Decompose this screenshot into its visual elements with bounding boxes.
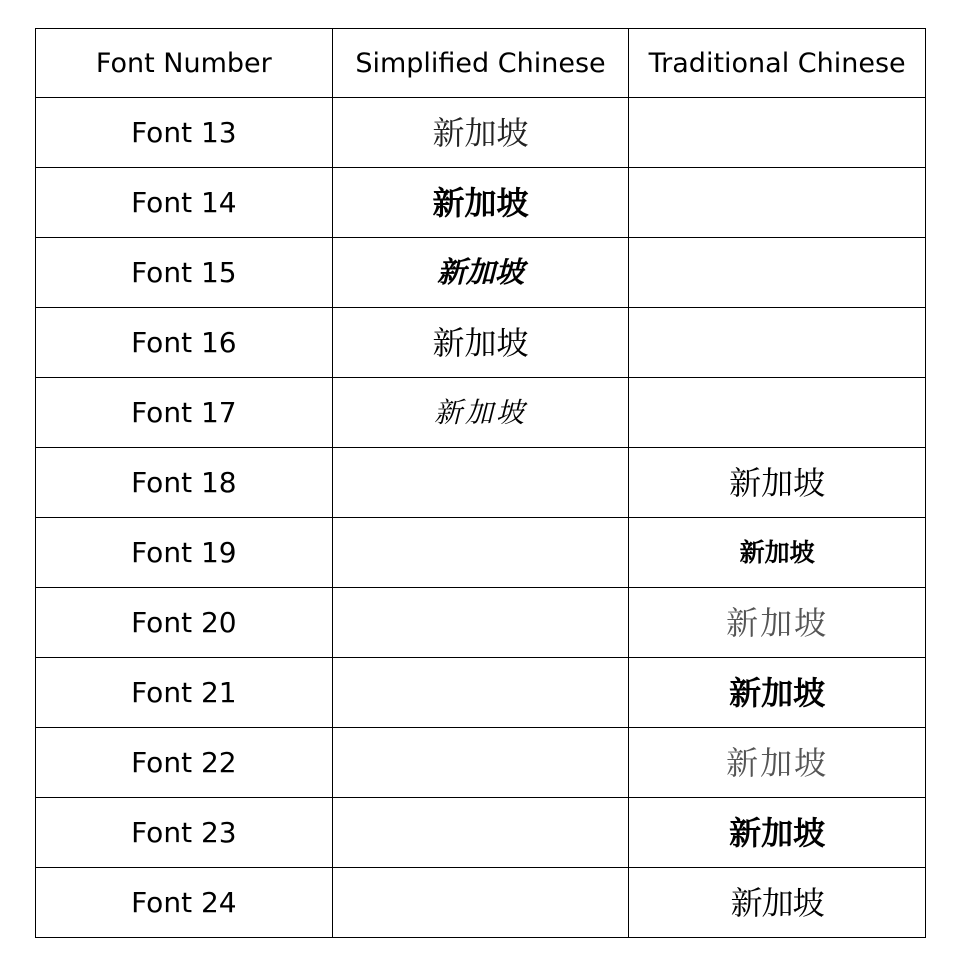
table-row xyxy=(36,448,926,518)
traditional-cell xyxy=(629,868,926,938)
table-row xyxy=(36,168,926,238)
simplified-sample: 新加坡 xyxy=(432,113,529,152)
traditional-sample: 新加坡 xyxy=(729,673,826,712)
traditional-cell xyxy=(629,448,926,518)
table-row xyxy=(36,728,926,798)
simplified-cell xyxy=(332,378,629,448)
simplified-cell xyxy=(332,518,629,588)
font-number-cell: Font 20 xyxy=(36,588,333,658)
simplified-cell xyxy=(332,658,629,728)
traditional-sample: 新加坡 xyxy=(729,463,826,502)
simplified-cell xyxy=(332,98,629,168)
simplified-cell xyxy=(332,238,629,308)
header-font-number: Font Number xyxy=(36,29,333,98)
table-row xyxy=(36,658,926,728)
font-number-cell: Font 14 xyxy=(36,168,333,238)
simplified-cell xyxy=(332,728,629,798)
traditional-cell xyxy=(629,168,926,238)
table-row xyxy=(36,518,926,588)
simplified-sample: 新加坡 xyxy=(436,255,524,289)
simplified-cell xyxy=(332,588,629,658)
traditional-sample: 新加坡 xyxy=(730,883,824,922)
font-number-cell: Font 23 xyxy=(36,798,333,868)
font-number-cell: Font 17 xyxy=(36,378,333,448)
table-row xyxy=(36,98,926,168)
table-row xyxy=(36,588,926,658)
simplified-cell xyxy=(332,448,629,518)
font-number-cell: Font 18 xyxy=(36,448,333,518)
simplified-cell xyxy=(332,798,629,868)
traditional-sample: 新加坡 xyxy=(729,813,826,852)
traditional-sample: 新加坡 xyxy=(739,538,815,567)
header-row xyxy=(36,29,926,98)
traditional-cell xyxy=(629,798,926,868)
font-number-cell: Font 22 xyxy=(36,728,333,798)
font-number-cell: Font 24 xyxy=(36,868,333,938)
font-number-cell: Font 16 xyxy=(36,308,333,378)
traditional-cell xyxy=(629,308,926,378)
font-number-cell: Font 13 xyxy=(36,98,333,168)
header-traditional-chinese: Traditional Chinese xyxy=(629,29,926,98)
simplified-cell xyxy=(332,168,629,238)
table-row xyxy=(36,238,926,308)
traditional-cell xyxy=(629,588,926,658)
simplified-cell xyxy=(332,308,629,378)
font-comparison-table xyxy=(35,28,926,938)
font-number-cell: Font 19 xyxy=(36,518,333,588)
traditional-cell xyxy=(629,658,926,728)
traditional-cell xyxy=(629,518,926,588)
table-row xyxy=(36,868,926,938)
simplified-cell xyxy=(332,868,629,938)
simplified-sample: 新加坡 xyxy=(433,395,527,429)
traditional-sample: 新加坡 xyxy=(726,743,829,782)
table-row xyxy=(36,378,926,448)
traditional-cell xyxy=(629,728,926,798)
traditional-cell xyxy=(629,378,926,448)
simplified-sample: 新加坡 xyxy=(432,183,529,222)
header-simplified-chinese: Simplified Chinese xyxy=(332,29,629,98)
font-number-cell: Font 15 xyxy=(36,238,333,308)
traditional-cell xyxy=(629,98,926,168)
traditional-sample: 新加坡 xyxy=(726,603,829,642)
table-row xyxy=(36,798,926,868)
simplified-sample: 新加坡 xyxy=(432,323,529,362)
font-number-cell: Font 21 xyxy=(36,658,333,728)
table-row xyxy=(36,308,926,378)
traditional-cell xyxy=(629,238,926,308)
